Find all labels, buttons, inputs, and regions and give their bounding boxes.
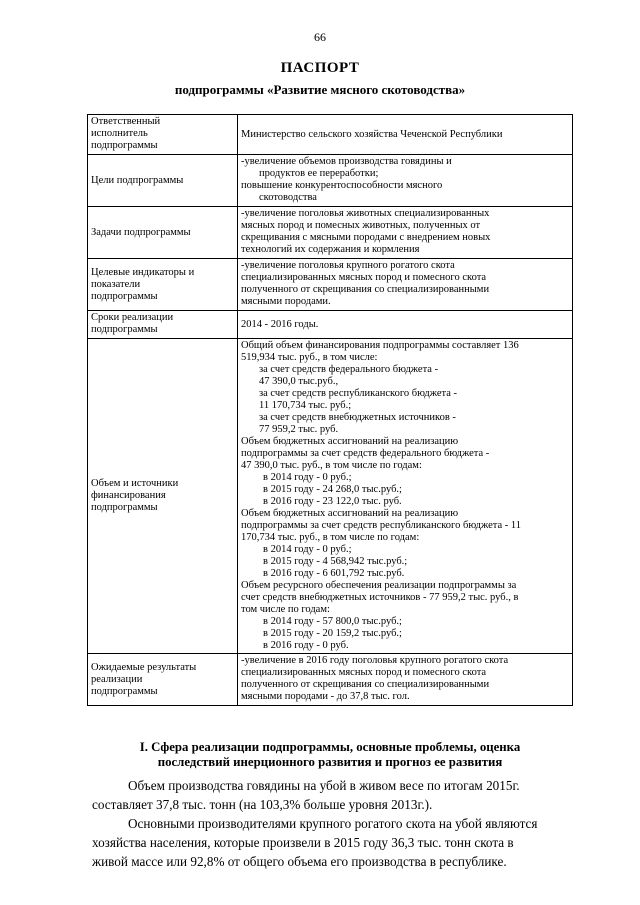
- label-line: Сроки реализации: [91, 312, 174, 323]
- value-line: Общий объем финансирования подпрограммы составляет 136: [241, 340, 519, 351]
- value-line: 47 390,0 тыс.руб.,: [259, 376, 339, 387]
- value-line: специализированных мясных пород и помесного скота: [241, 667, 487, 678]
- row-value: [238, 155, 573, 207]
- value-line: в 2014 году - 0 руб.;: [263, 544, 352, 555]
- value-line: в 2014 году - 57 800,0 тыс.руб.;: [263, 616, 402, 627]
- value-line: подпрограммы за счет средств республиканского бюджета - 11: [241, 520, 521, 531]
- label-line: финансирования: [91, 490, 166, 501]
- value-line: скрещивания с мясными породами с внедрением новых: [241, 232, 491, 243]
- value-line: за счет средств республиканского бюджета -: [259, 388, 458, 399]
- paragraph-line: составляет 37,8 тыс. тонн (на 103,3% больше уровня 2013г.).: [92, 797, 433, 812]
- heading-line: последствий инерционного развития и прогноз ее развития: [157, 755, 503, 769]
- table-row: [88, 207, 573, 259]
- row-label: [88, 654, 238, 706]
- row-label: [88, 311, 238, 339]
- value-line: мясных пород и помесных животных, полученных от: [241, 220, 481, 231]
- value-line: Министерство сельского хозяйства Чеченской Республики: [241, 128, 503, 140]
- value-line: Объем бюджетных ассигнований на реализацию: [241, 508, 459, 519]
- row-label: [88, 155, 238, 207]
- row-value: [238, 339, 573, 654]
- label-line: Объем и источники: [91, 478, 179, 489]
- value-line: в 2016 году - 0 руб.: [263, 640, 349, 651]
- value-line: подпрограммы за счет средств федерального бюджета -: [241, 448, 490, 459]
- value-line: Объем бюджетных ассигнований на реализацию: [241, 436, 459, 447]
- value-line: в 2016 году - 23 122,0 тыс. руб.: [263, 496, 402, 507]
- table-row: [88, 115, 573, 155]
- value-line: в 2015 году - 4 568,942 тыс.руб.;: [263, 556, 408, 567]
- table-row: [88, 339, 573, 654]
- value-line: полученного от скрещивания со специализированными: [241, 679, 490, 690]
- value-line: 47 390,0 тыс. руб., в том числе по годам:: [241, 460, 422, 471]
- value-line: -увеличение в 2016 году поголовья крупного рогатого скота: [241, 655, 509, 666]
- row-value: [238, 207, 573, 259]
- table-row: [88, 259, 573, 311]
- label-line: Цели подпрограммы: [91, 174, 184, 186]
- document-title: ПАСПОРТ: [280, 60, 360, 76]
- value-line: в 2015 году - 24 268,0 тыс.руб.;: [263, 484, 402, 495]
- value-line: специализированных мясных пород и помесного скота: [241, 272, 487, 283]
- table-row: [88, 311, 573, 339]
- table-row: [88, 155, 573, 207]
- heading-line: I. Сфера реализации подпрограммы, основные проблемы, оценка: [139, 740, 521, 754]
- label-line: подпрограммы: [91, 140, 158, 151]
- section-heading: [92, 740, 568, 770]
- row-label: [88, 259, 238, 311]
- value-line: технологий их содержания и кормления: [241, 244, 420, 255]
- label-line: показатели: [91, 278, 141, 290]
- row-label: [88, 115, 238, 155]
- value-line: -увеличение поголовья животных специализированных: [241, 208, 490, 219]
- row-value: [238, 115, 573, 155]
- value-line: за счет средств федерального бюджета -: [259, 364, 439, 375]
- passport-table: [87, 114, 573, 706]
- label-line: подпрограммы: [91, 685, 158, 697]
- label-line: Целевые индикаторы и: [91, 266, 195, 278]
- value-line: 77 959,2 тыс. руб.: [259, 424, 339, 435]
- row-value: [238, 654, 573, 706]
- value-line: счет средств внебюджетных источников - 77 959,2 тыс. руб., в: [241, 592, 519, 603]
- value-line: в 2016 году - 6 601,792 тыс.руб.: [263, 568, 405, 579]
- value-line: 2014 - 2016 годы.: [241, 318, 319, 330]
- paragraph-main-producers: [92, 814, 570, 871]
- label-line: реализации: [91, 673, 143, 685]
- row-value: [238, 259, 573, 311]
- value-line: мясными породами - до 37,8 тыс. гол.: [241, 691, 410, 702]
- value-line: в 2014 году - 0 руб.;: [263, 472, 352, 483]
- label-line: подпрограммы: [91, 502, 158, 513]
- value-line: повышение конкурентоспособности мясного: [241, 180, 443, 191]
- label-line: исполнитель: [91, 128, 148, 139]
- row-label: [88, 207, 238, 259]
- table-row: [88, 654, 573, 706]
- row-label: [88, 339, 238, 654]
- value-line: скотоводства: [259, 192, 317, 203]
- label-line: Ответственный: [91, 116, 161, 127]
- value-line: Объем ресурсного обеспечения реализации подпрограммы за: [241, 580, 517, 591]
- value-line: 519,934 тыс. руб., в том числе:: [241, 352, 378, 363]
- document-subtitle: подпрограммы «Развитие мясного скотоводства»: [174, 82, 466, 97]
- paragraph-line: живой массе или 92,8% от общего объема его производства в республике.: [92, 854, 507, 869]
- value-line: -увеличение объемов производства говядины и: [241, 156, 452, 167]
- value-line: 11 170,734 тыс. руб.;: [259, 400, 352, 411]
- label-line: Задачи подпрограммы: [91, 226, 191, 238]
- label-line: подпрограммы: [91, 324, 158, 335]
- value-line: в 2015 году - 20 159,2 тыс.руб.;: [263, 628, 402, 639]
- value-line: мясными породами.: [241, 296, 331, 307]
- paragraph-line: Основными производителями крупного рогатого скота на убой являются: [128, 816, 538, 831]
- paragraph-line: Объем производства говядины на убой в живом весе по итогам 2015г.: [128, 778, 520, 793]
- value-line: продуктов ее переработки;: [259, 168, 379, 179]
- value-line: за счет средств внебюджетных источников -: [259, 412, 456, 423]
- value-line: -увеличение поголовья крупного рогатого скота: [241, 260, 455, 271]
- page-number: 66: [314, 30, 326, 44]
- row-value: [238, 311, 573, 339]
- paragraph-production-volume: [92, 776, 570, 814]
- value-line: 170,734 тыс. руб., в том числе по годам:: [241, 532, 420, 543]
- value-line: том числе по годам:: [241, 604, 330, 615]
- label-line: подпрограммы: [91, 290, 158, 302]
- value-line: полученного от скрещивания со специализированными: [241, 284, 490, 295]
- label-line: Ожидаемые результаты: [91, 661, 197, 673]
- paragraph-line: хозяйства населения, которые произвели в 2015 году 36,3 тыс. тонн скота в: [92, 835, 514, 850]
